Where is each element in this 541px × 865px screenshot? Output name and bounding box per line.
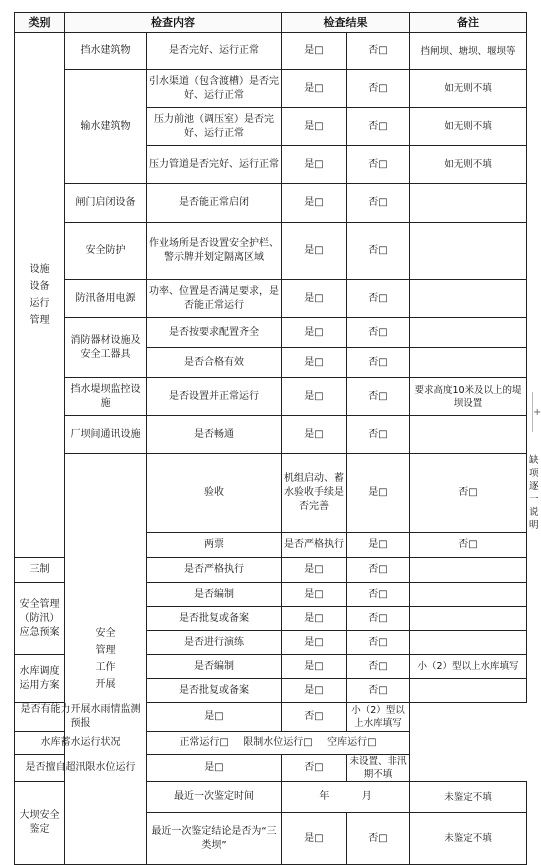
no-checkbox[interactable]: 否□ bbox=[347, 146, 410, 184]
no-checkbox[interactable]: 否□ bbox=[347, 558, 410, 583]
table-row bbox=[15, 223, 527, 280]
detail-text: 是否编制 bbox=[147, 583, 282, 607]
detail-text: 压力前池（调压室）是否完好、运行正常 bbox=[147, 108, 282, 146]
detail-text: 最近一次鉴定时间 bbox=[147, 782, 282, 813]
item-label: 安全管理（防汛）应急预案 bbox=[15, 583, 65, 655]
table-row bbox=[15, 378, 527, 416]
year-label: 年 bbox=[319, 791, 330, 802]
yes-checkbox[interactable]: 是□ bbox=[282, 378, 347, 416]
detail-text: 是否有能力开展水雨情监测预报 bbox=[15, 703, 147, 732]
remark-text bbox=[410, 184, 527, 223]
no-checkbox[interactable]: 否□ bbox=[347, 655, 410, 679]
table-row bbox=[15, 732, 527, 755]
remark-text: 小（2）型以上水库填写 bbox=[410, 655, 527, 679]
no-checkbox[interactable]: 否□ bbox=[347, 318, 410, 348]
detail-text: 是否畅通 bbox=[147, 416, 282, 454]
yes-checkbox[interactable]: 是□ bbox=[282, 33, 347, 70]
item-label: 厂坝间通讯设施 bbox=[65, 416, 147, 454]
section-label: 设施设备运行管理 bbox=[29, 264, 50, 326]
section-safety bbox=[65, 454, 147, 865]
yes-checkbox[interactable]: 是□ bbox=[282, 813, 347, 865]
yes-checkbox[interactable]: 是□ bbox=[282, 558, 347, 583]
no-checkbox[interactable]: 否□ bbox=[347, 108, 410, 146]
detail-text: 是否进行演练 bbox=[147, 631, 282, 655]
section-facilities bbox=[15, 33, 65, 558]
no-checkbox[interactable]: 否□ bbox=[347, 70, 410, 108]
item-label: 挡水堤坝监控设施 bbox=[65, 378, 147, 416]
no-checkbox[interactable]: 否□ bbox=[410, 454, 527, 533]
month-label: 月 bbox=[361, 791, 372, 802]
header-row bbox=[15, 13, 527, 33]
table-row bbox=[15, 416, 527, 454]
yes-checkbox[interactable]: 是□ bbox=[282, 108, 347, 146]
item-label: 消防器材设施及安全工器具 bbox=[65, 318, 147, 378]
yes-checkbox[interactable]: 是□ bbox=[282, 184, 347, 223]
item-label: 挡水建筑物 bbox=[65, 33, 147, 70]
table-row bbox=[15, 70, 527, 108]
no-checkbox[interactable]: 否□ bbox=[347, 813, 410, 865]
inspection-table bbox=[14, 12, 539, 865]
yes-checkbox[interactable]: 是□ bbox=[282, 348, 347, 378]
no-checkbox[interactable]: 否□ bbox=[347, 631, 410, 655]
table-row bbox=[15, 184, 527, 223]
header-category: 类别 bbox=[15, 13, 65, 33]
header-result: 检查结果 bbox=[282, 13, 410, 33]
section-label: 安全管理工作开展 bbox=[95, 628, 116, 690]
yes-checkbox[interactable]: 是□ bbox=[282, 679, 347, 703]
empty-reservoir-checkbox[interactable]: 空库运行□ bbox=[327, 737, 377, 748]
remark-text: 未鉴定不填 bbox=[410, 813, 527, 865]
detail-text: 引水渠道（包含渡槽）是否完好、运行正常 bbox=[147, 70, 282, 108]
yes-checkbox[interactable]: 是□ bbox=[282, 631, 347, 655]
yes-checkbox[interactable]: 是□ bbox=[147, 703, 282, 732]
detail-text: 是否合格有效 bbox=[147, 348, 282, 378]
detail-text: 是否擅自超汛限水位运行 bbox=[15, 755, 147, 782]
detail-text: 机组启动、蓄水验收手续是否完善 bbox=[282, 454, 347, 533]
detail-text: 是否能正常启闭 bbox=[147, 184, 282, 223]
remark-text: 如无则不填 bbox=[410, 70, 527, 108]
remark-text: 要求高度10米及以上的堤坝设置 bbox=[410, 378, 527, 416]
normal-operation-checkbox[interactable]: 正常运行□ bbox=[179, 737, 229, 748]
yes-checkbox[interactable]: 是□ bbox=[347, 533, 410, 558]
detail-text: 作业场所是否设置安全护栏、警示牌并划定隔离区域 bbox=[147, 223, 282, 280]
item-label: 三制 bbox=[15, 558, 65, 583]
table-row bbox=[15, 703, 527, 732]
no-checkbox[interactable]: 否□ bbox=[347, 607, 410, 631]
remark-text: 未设置、非汛期不填 bbox=[347, 755, 410, 782]
header-remark: 备注 bbox=[410, 13, 527, 33]
no-checkbox[interactable]: 否□ bbox=[347, 583, 410, 607]
remark-text bbox=[410, 558, 527, 583]
item-label: 两票 bbox=[147, 533, 282, 558]
yes-checkbox[interactable]: 是□ bbox=[282, 146, 347, 184]
date-field[interactable] bbox=[282, 782, 410, 813]
yes-checkbox[interactable]: 是□ bbox=[147, 755, 282, 782]
item-label: 验收 bbox=[147, 454, 282, 533]
item-label: 输水建筑物 bbox=[65, 70, 147, 184]
detail-text: 功率、位置是否满足要求，是否能正常运行 bbox=[147, 280, 282, 318]
item-label: 防汛备用电源 bbox=[65, 280, 147, 318]
detail-text: 是否批复或备案 bbox=[147, 607, 282, 631]
no-checkbox[interactable]: 否□ bbox=[282, 755, 347, 782]
limited-level-checkbox[interactable]: 限制水位运行□ bbox=[243, 737, 313, 748]
item-label: 水库调度运用方案 bbox=[15, 655, 65, 703]
no-checkbox[interactable]: 否□ bbox=[282, 703, 347, 732]
detail-text: 压力管道是否完好、运行正常 bbox=[147, 146, 282, 184]
item-label: 闸门启闭设备 bbox=[65, 184, 147, 223]
yes-checkbox[interactable]: 是□ bbox=[282, 280, 347, 318]
remark-text: 挡闸坝、塘坝、堰坝等 bbox=[410, 33, 527, 70]
no-checkbox[interactable]: 否□ bbox=[410, 533, 527, 558]
no-checkbox[interactable]: 否□ bbox=[347, 378, 410, 416]
yes-checkbox[interactable]: 是□ bbox=[282, 416, 347, 454]
detail-text: 是否编制 bbox=[147, 655, 282, 679]
table-row bbox=[15, 33, 527, 70]
yes-checkbox[interactable]: 是□ bbox=[282, 655, 347, 679]
side-scroll-marker[interactable] bbox=[532, 392, 541, 432]
detail-text: 是否完好、运行正常 bbox=[147, 33, 282, 70]
remark-text bbox=[410, 607, 527, 631]
yes-checkbox[interactable]: 是□ bbox=[347, 454, 410, 533]
table-row: 安全管理工作开展 验收 机组启动、蓄水验收手续是否完善 是□ 否□ 缺项逐一说明 bbox=[15, 454, 527, 533]
no-checkbox[interactable]: 否□ bbox=[347, 348, 410, 378]
remark-text: 小（2）型以上水库填写 bbox=[347, 703, 410, 732]
remark-text bbox=[410, 318, 527, 348]
detail-text: 是否按要求配置齐全 bbox=[147, 318, 282, 348]
yes-checkbox[interactable]: 是□ bbox=[282, 70, 347, 108]
remark-text bbox=[410, 583, 527, 607]
header-content: 检查内容 bbox=[65, 13, 282, 33]
detail-text: 最近一次鉴定结论是否为“三类坝” bbox=[147, 813, 282, 865]
no-checkbox[interactable]: 否□ bbox=[347, 184, 410, 223]
remark-text: 如无则不填 bbox=[410, 108, 527, 146]
detail-text: 是否设置并正常运行 bbox=[147, 378, 282, 416]
table-row bbox=[15, 755, 527, 782]
remark-text bbox=[410, 679, 527, 703]
yes-checkbox[interactable]: 是□ bbox=[282, 318, 347, 348]
plus-icon: + bbox=[533, 407, 541, 418]
remark-text: 未鉴定不填 bbox=[410, 782, 527, 813]
yes-checkbox[interactable]: 是□ bbox=[282, 583, 347, 607]
table-row bbox=[15, 280, 527, 318]
no-checkbox[interactable]: 否□ bbox=[347, 280, 410, 318]
no-checkbox[interactable]: 否□ bbox=[347, 223, 410, 280]
no-checkbox[interactable]: 否□ bbox=[347, 416, 410, 454]
detail-text: 是否批复或备案 bbox=[147, 679, 282, 703]
detail-text: 水库蓄水运行状况 bbox=[15, 732, 147, 755]
status-options bbox=[147, 732, 410, 755]
remark-text bbox=[410, 416, 527, 454]
table-row bbox=[15, 318, 527, 348]
remark-text bbox=[410, 280, 527, 318]
remark-text: 如无则不填 bbox=[410, 146, 527, 184]
item-label: 安全防护 bbox=[65, 223, 147, 280]
remark-text bbox=[410, 223, 527, 280]
no-checkbox[interactable]: 否□ bbox=[347, 33, 410, 70]
no-checkbox[interactable]: 否□ bbox=[347, 679, 410, 703]
detail-text: 是否严格执行 bbox=[282, 533, 347, 558]
yes-checkbox[interactable]: 是□ bbox=[282, 607, 347, 631]
item-label: 大坝安全鉴定 bbox=[15, 782, 65, 865]
yes-checkbox[interactable]: 是□ bbox=[282, 223, 347, 280]
detail-text: 是否严格执行 bbox=[147, 558, 282, 583]
inspection-form bbox=[14, 12, 539, 865]
remark-text bbox=[410, 631, 527, 655]
remark-text bbox=[410, 348, 527, 378]
